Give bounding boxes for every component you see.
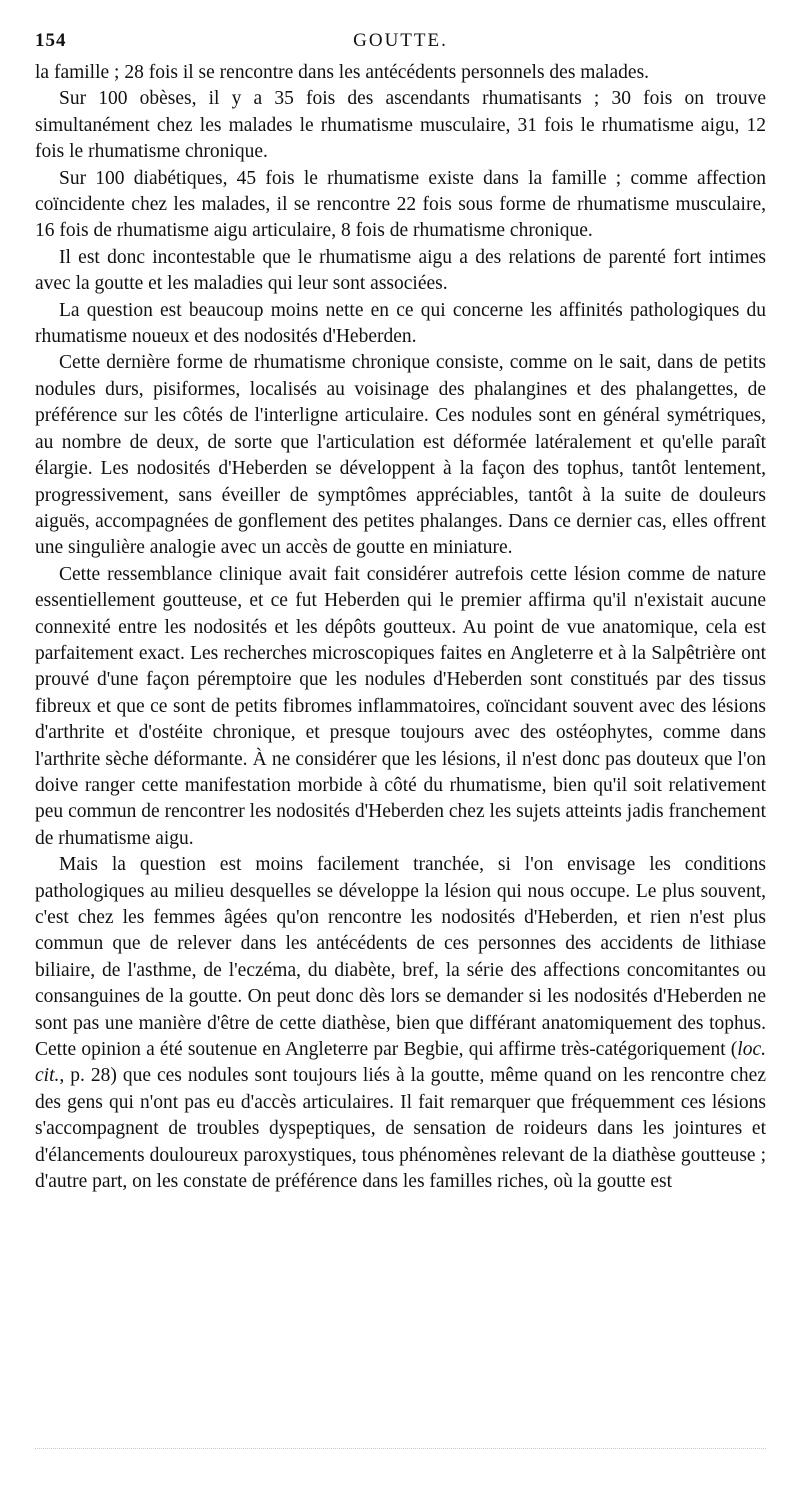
text-after-citation: , p. 28) que ces nodules sont toujours liés à la goutte, même quand on les rencontre chez des gens qui n'ont pas eu d'accès articulaires. Il fait remarquer que fréquemment ces lésions s'accompagnent de troubles dyspeptiques, de sensation de roideurs dans les jointures et d'élancements douloureux paroxystiques, tous phénomènes relevant de la diathèse goutteuse ; d'autre part, on les constate de préférence dans les familles riches, où la goutte est	[35, 1065, 766, 1193]
footer-rule	[35, 1448, 766, 1449]
paragraph-continuation: la famille ; 28 fois il se rencontre dans les antécédents personnels des malades.	[35, 62, 650, 83]
paragraph-description: Cette dernière forme de rhumatisme chronique consiste, comme on le sait, dans de petits nodules durs, pisiformes, localisés au voisinage des phalangines et des phalangettes, de préférence sur les côtés de l'interligne articulaire. Ces nodules sont en général symétriques, au nombre de deux, de sorte que l'articulation est déformée latéralement et qu'elle paraît élargie. Les nodosités d'Heberden se développent à la façon des tophus, tantôt lentement, progressivement, sans éveiller de symptômes appréciables, tantôt à la suite de douleurs aiguës, accompagnées de gonflement des petites phalanges. Dans ce dernier cas, elles offrent une singulière analogie avec un accès de goutte en miniature.	[35, 352, 766, 559]
paragraph-conditions	[35, 852, 766, 1195]
text-before-citation: Mais la question est moins facilement tranchée, si l'on envisage les conditions pathologiques au milieu desquelles se développe la lésion qui nous occupe. Le plus souvent, c'est chez les femmes âgées qu'on rencontre les nodosités d'Heberden, et rien n'est plus commun que de relever dans les antécédents de ces personnes des accidents de lithiase biliaire, de l'asthme, de l'eczéma, du diabète, bref, la série des affections concomitantes ou consanguines de la goutte. On peut donc dès lors se demander si les nodosités d'Heberden ne sont pas une manière d'être de cette diathèse, bien que différant anatomiquement des tophus. Cette opinion a été soutenue en Angleterre par Begbie, qui affirme très-catégoriquement (	[35, 854, 766, 1061]
paragraph-diabetiques: Sur 100 diabétiques, 45 fois le rhumatisme existe dans la famille ; comme affection coïncidente chez les malades, il se rencontre 22 fois sous forme de rhumatisme musculaire, 16 fois de rhumatisme aigu articulaire, 8 fois de rhumatisme chronique.	[35, 167, 766, 242]
running-head	[35, 30, 766, 60]
paragraph-question: La question est beaucoup moins nette en ce qui concerne les affinités pathologiques du rhumatisme noueux et des nodosités d'Heberden.	[35, 299, 766, 348]
paragraph-obeses: Sur 100 obèses, il y a 35 fois des ascendants rhumatisants ; 30 fois on trouve simultanément chez les malades le rhumatisme musculaire, 31 fois le rhumatisme aigu, 12 fois le rhumatisme chronique.	[35, 88, 766, 163]
paragraph-conclusion: Il est donc incontestable que le rhumatisme aigu a des relations de parenté fort intimes avec la goutte et les maladies qui leur sont associées.	[35, 246, 766, 295]
book-page	[35, 30, 766, 1195]
body-text	[35, 60, 766, 1195]
page-number: 154	[35, 30, 67, 51]
citation: loc. cit.	[35, 1039, 766, 1087]
running-title: GOUTTE.	[353, 30, 448, 51]
paragraph-ressemblance: Cette ressemblance clinique avait fait considérer autrefois cette lésion comme de nature essentiellement goutteuse, et ce fut Heberden qui le premier affirma qu'il n'existait aucune connexité entre les nodosités et les dépôts goutteux. Au point de vue anatomique, cela est parfaitement exact. Les recherches microscopiques faites en Angleterre et à la Salpêtrière ont prouvé d'une façon péremptoire que les nodules d'Heberden sont constitués par des tissus fibreux et que ce sont de petits fibromes inflammatoires, coïncidant souvent avec des lésions d'arthrite et d'ostéite chronique, et presque toujours avec des ostéophytes, comme dans l'arthrite sèche déformante. À ne considérer que les lésions, il n'est donc pas douteux que l'on doive ranger cette manifestation morbide à côté du rhumatisme, bien qu'il soit relativement peu commun de rencontrer les nodosités d'Heberden chez les sujets atteints jadis franchement de rhumatisme aigu.	[35, 563, 766, 849]
